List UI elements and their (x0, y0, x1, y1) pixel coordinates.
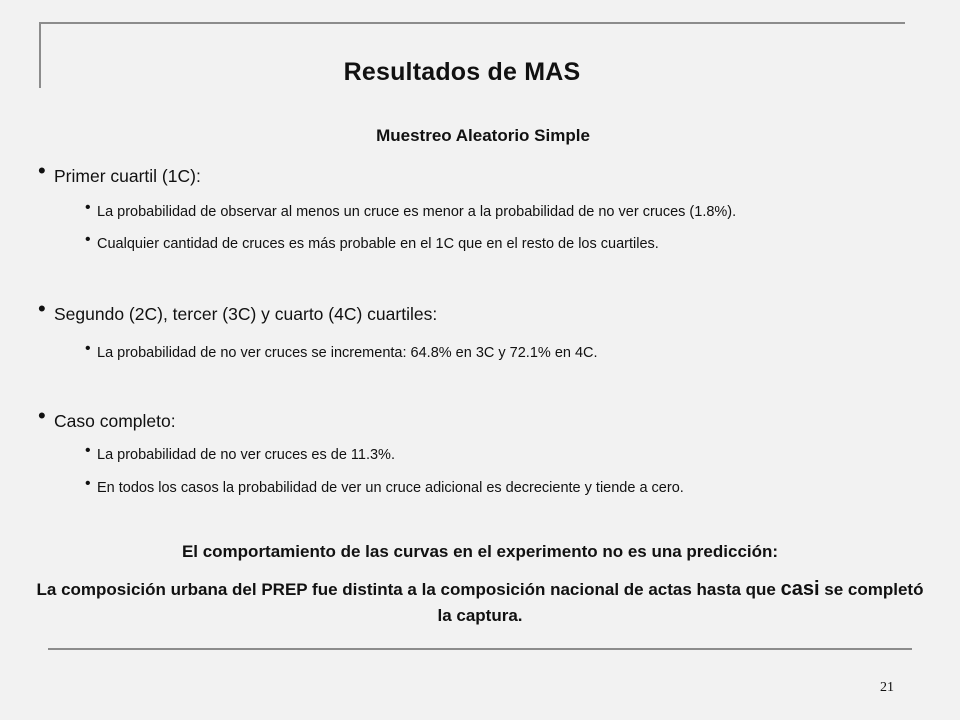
bullet-icon: • (38, 158, 46, 183)
section-heading-text: Caso completo: (54, 411, 176, 431)
list-item-text: La probabilidad de no ver cruces se incrementa: 64.8% en 3C y 72.1% en 4C. (97, 345, 598, 361)
conclusion-text-part1: La composición urbana del PREP fue distinta a la composición nacional de actas hasta que (36, 580, 781, 599)
section-heading-text: Segundo (2C), tercer (3C) y cuarto (4C) cuartiles: (54, 304, 438, 324)
list-item-text: La probabilidad de observar al menos un cruce es menor a la probabilidad de no ver cruces (1.8%). (97, 204, 737, 220)
bullet-icon: • (85, 199, 91, 216)
conclusion-text-part2: se completó la captura. (437, 580, 924, 625)
bullet-icon: • (85, 231, 91, 248)
list-item-text: La probabilidad de no ver cruces es de 11.3%. (97, 447, 395, 463)
section-heading-caso-completo (38, 403, 176, 432)
conclusion-text (30, 576, 930, 629)
section-heading-text: Primer cuartil (1C): (54, 166, 201, 186)
bullet-icon: • (85, 442, 91, 459)
page-subtitle: Muestreo Aleatorio Simple (376, 126, 590, 145)
frame-bottom-rule (48, 648, 912, 650)
list-item-text: En todos los casos la probabilidad de ver un cruce adicional es decreciente y tiende a cero. (97, 480, 684, 496)
list-item-text: Cualquier cantidad de cruces es más probable en el 1C que en el resto de los cuartiles. (97, 236, 659, 252)
bullet-icon: • (85, 475, 91, 492)
section-heading-cuartiles (38, 296, 438, 325)
conclusion-heading: El comportamiento de las curvas en el experimento no es una predicción: (181, 542, 779, 561)
conclusion-emphasis: casi (780, 578, 820, 600)
list-item (85, 475, 684, 496)
bullet-icon: • (38, 403, 46, 428)
bullet-icon: • (85, 340, 91, 357)
page-title: Resultados de MAS (343, 58, 581, 86)
list-item (85, 340, 598, 361)
list-item (85, 442, 395, 463)
list-item (85, 199, 737, 220)
bullet-icon: • (38, 296, 46, 321)
frame-top-rule (40, 22, 905, 24)
page-number: 21 (880, 680, 894, 695)
section-heading-primer-cuartil (38, 158, 201, 187)
list-item (85, 231, 659, 252)
